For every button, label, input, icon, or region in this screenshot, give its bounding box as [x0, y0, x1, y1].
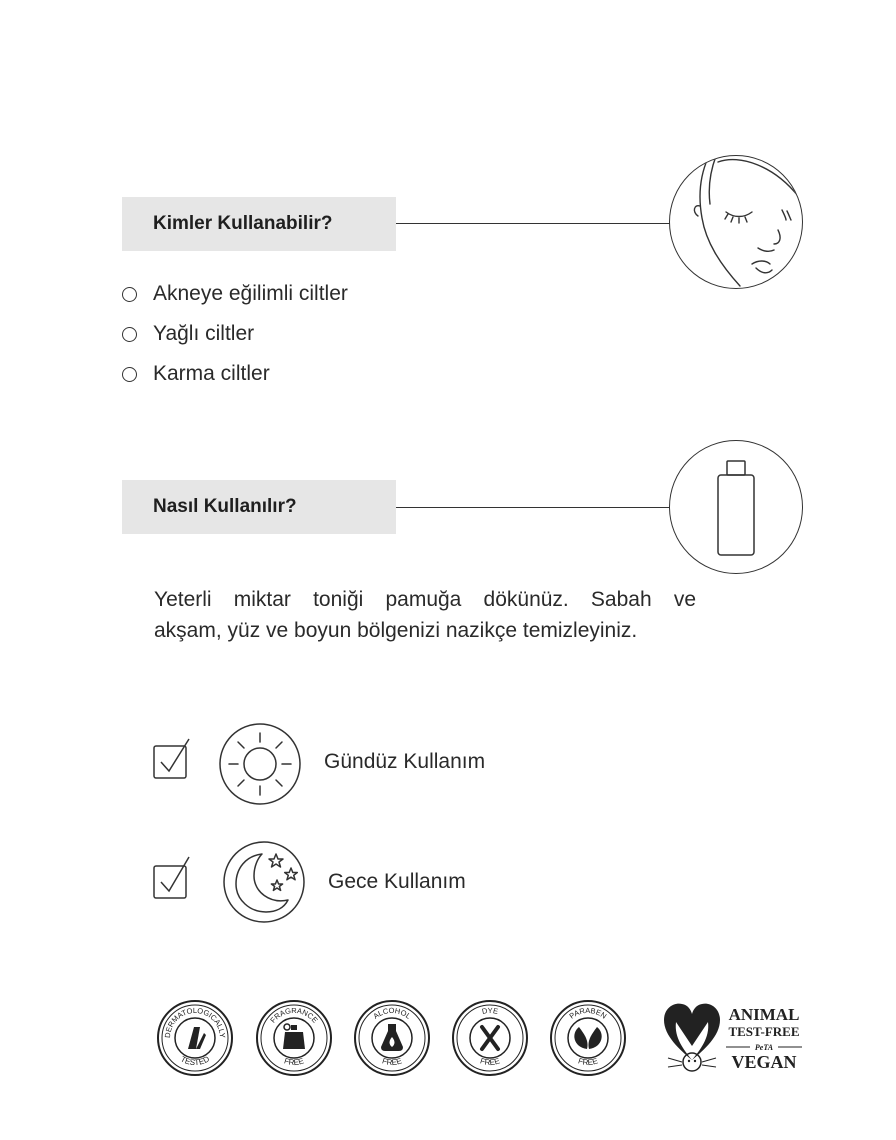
night-check-icon — [153, 856, 191, 900]
svg-text:TESTED — [179, 1054, 211, 1067]
radio-circle-icon — [122, 327, 137, 342]
alcohol-badge-top-text: ALCOHOL — [371, 1005, 413, 1021]
alcohol-badge-bottom-text: FREE — [380, 1056, 403, 1068]
dye-free-badge — [451, 999, 529, 1077]
who-list — [122, 280, 348, 388]
peta-line2-text: TEST-FREE — [728, 1024, 800, 1039]
fragrance-free-badge — [255, 999, 333, 1077]
dermatologically-tested-badge — [156, 999, 234, 1077]
who-title: Kimler Kullanabilir? — [153, 213, 333, 234]
derm-badge-bottom-text: TESTED — [179, 1054, 211, 1068]
svg-text:FRAGRANCE — [268, 1006, 319, 1025]
peta-line3-text: VEGAN — [731, 1052, 797, 1072]
how-instructions — [154, 584, 696, 646]
peta-vegan-logo — [662, 1000, 804, 1076]
how-header — [122, 480, 396, 534]
dye-badge-bottom-text: FREE — [478, 1056, 501, 1068]
alcohol-free-badge — [353, 999, 431, 1077]
peta-line1-text: ANIMAL — [728, 1005, 800, 1024]
paraben-free-badge — [549, 999, 627, 1077]
bottle-icon — [669, 440, 803, 574]
instruction-line-2: akşam, yüz ve boyun bölgenizi nazikçe temizleyiniz. — [154, 619, 638, 642]
list-item-label: Yağlı ciltler — [153, 322, 255, 345]
day-check-icon — [153, 738, 191, 780]
list-item — [122, 320, 348, 348]
dye-badge-top-text: DYE — [481, 1005, 499, 1016]
moon-stars-icon — [222, 840, 306, 924]
sun-icon — [218, 722, 302, 806]
paraben-badge-bottom-text: FREE — [576, 1056, 599, 1068]
derm-badge-top-text: DERMATOLOGICALLY — [162, 1005, 228, 1039]
how-divider — [396, 507, 670, 508]
night-usage-label: Gece Kullanım — [328, 870, 466, 893]
svg-text:DYE — [481, 1006, 499, 1016]
radio-circle-icon — [122, 287, 137, 302]
list-item-label: Akneye eğilimli ciltler — [153, 282, 348, 305]
peta-brand-text: PeTA — [754, 1043, 774, 1052]
who-header — [122, 197, 396, 251]
instruction-line-1: Yeterli miktar toniği pamuğa dökünüz. Sabah ve — [154, 588, 696, 611]
paraben-badge-top-text: PARABEN — [567, 1005, 609, 1021]
fragrance-badge-top-text: FRAGRANCE — [268, 1006, 320, 1025]
face-icon — [669, 155, 803, 289]
radio-circle-icon — [122, 367, 137, 382]
list-item-label: Karma ciltler — [153, 362, 270, 385]
list-item — [122, 360, 348, 388]
fragrance-badge-bottom-text: FREE — [282, 1056, 305, 1068]
how-title: Nasıl Kullanılır? — [153, 496, 297, 517]
day-usage-label: Gündüz Kullanım — [324, 750, 486, 773]
list-item — [122, 280, 348, 308]
who-divider — [396, 223, 670, 224]
